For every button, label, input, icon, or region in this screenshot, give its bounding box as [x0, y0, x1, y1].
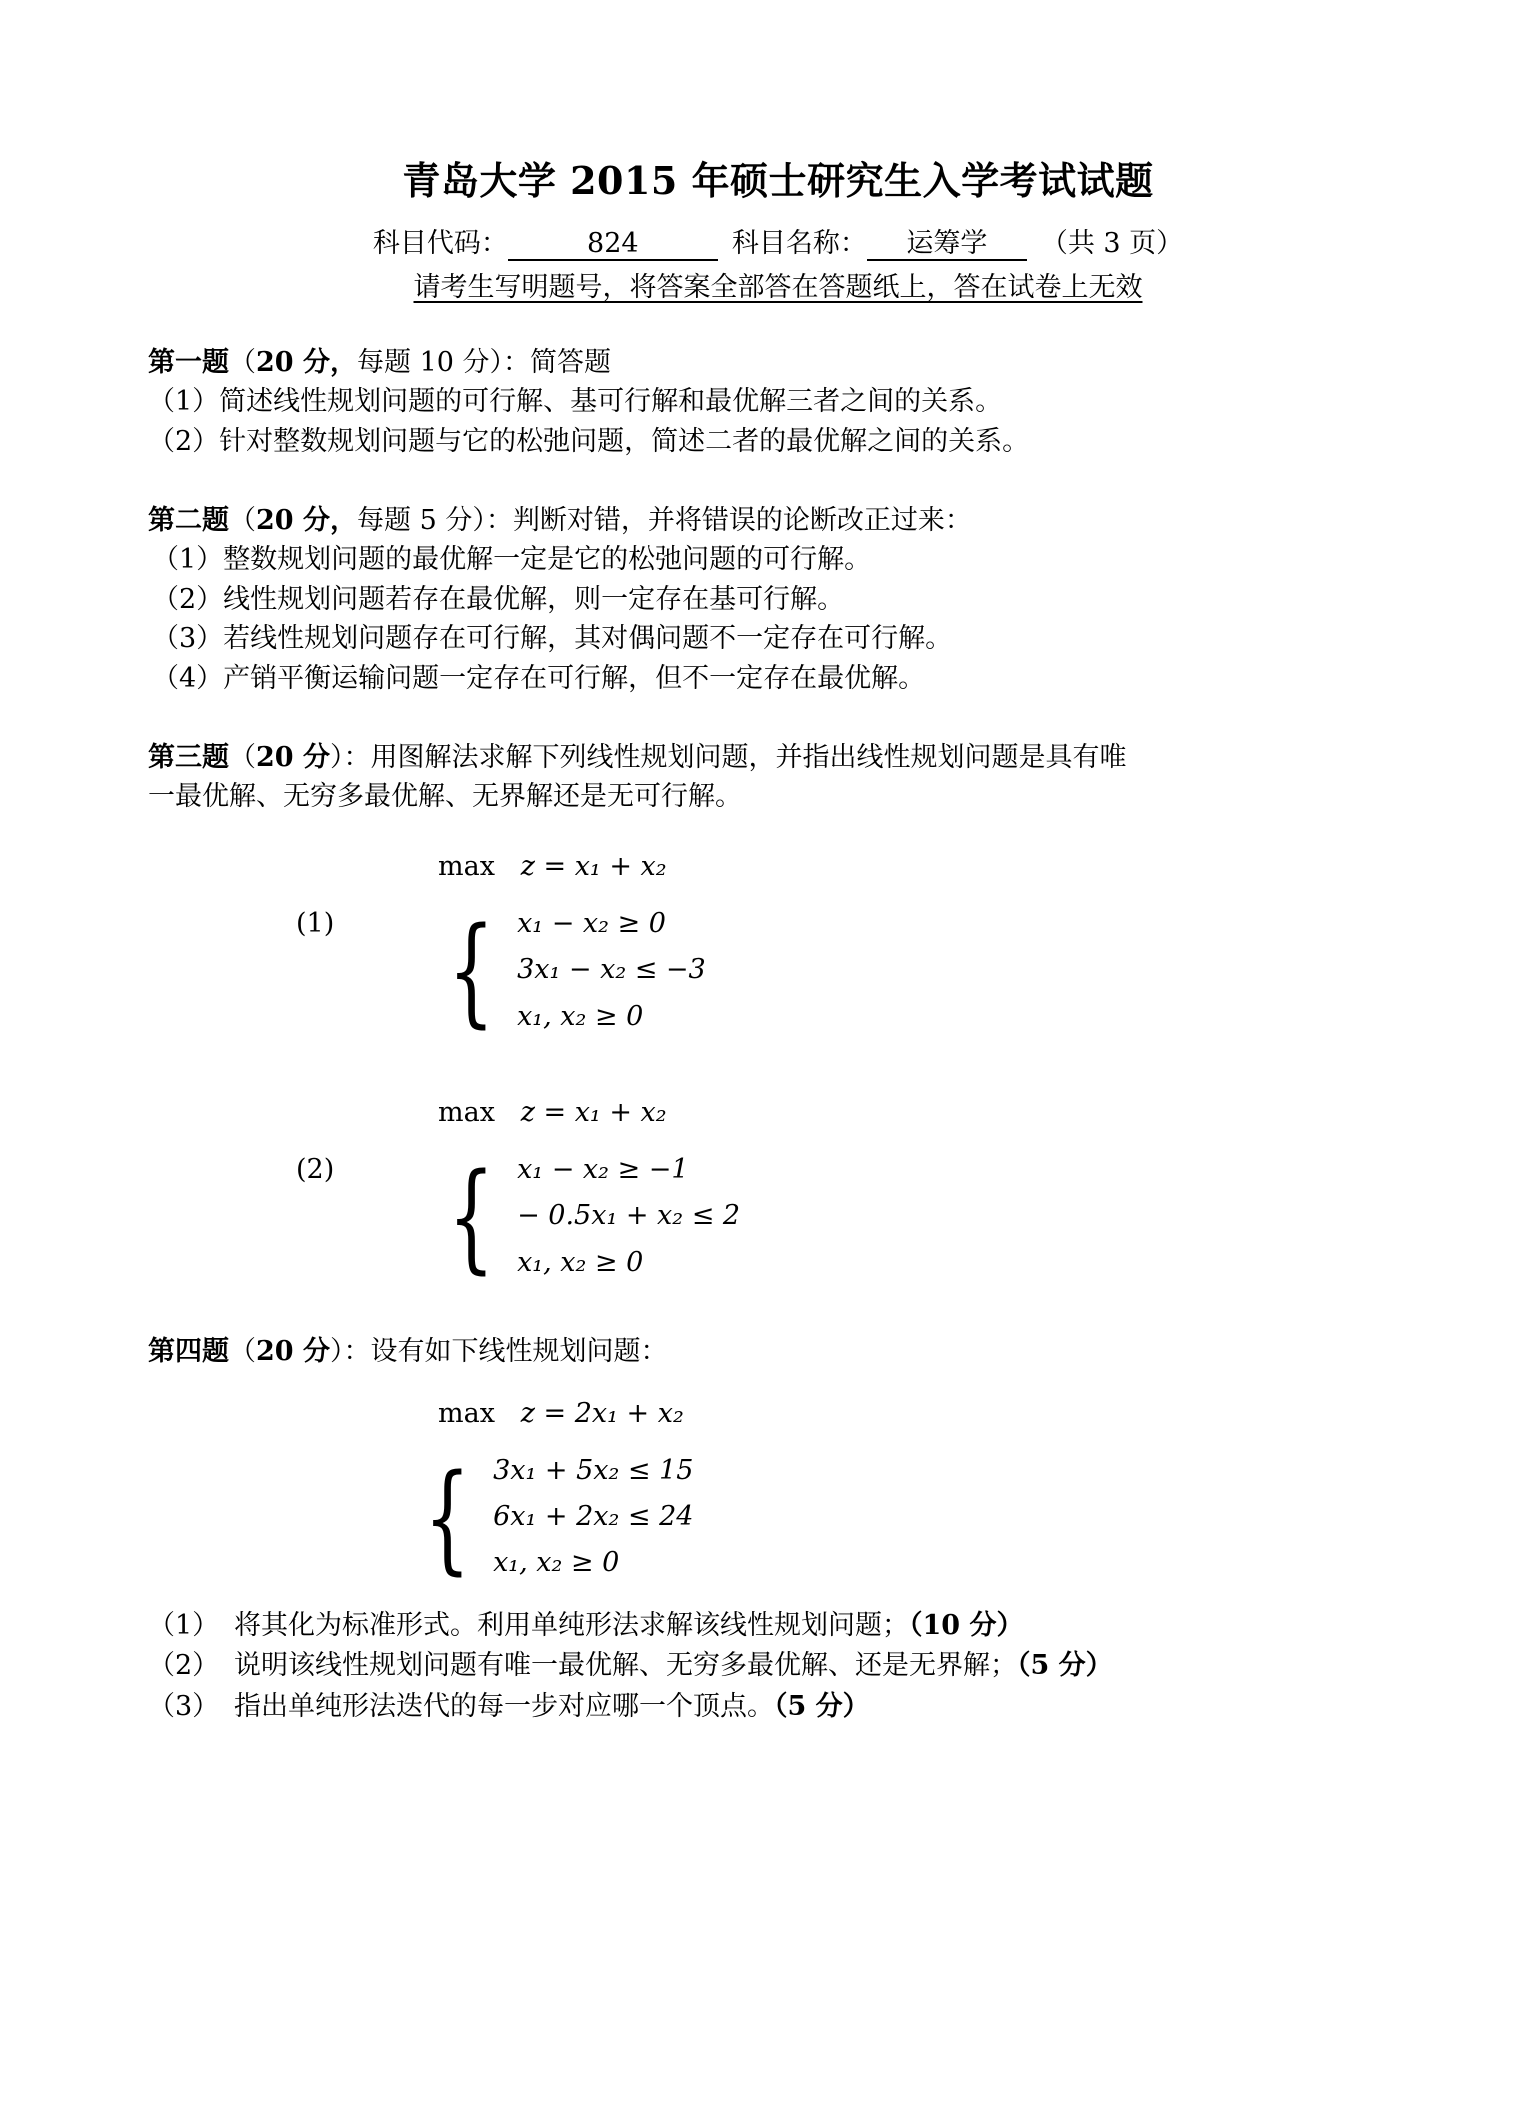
- left-brace-glyph: {: [448, 1147, 495, 1286]
- question-1-heading: [148, 344, 1408, 382]
- list-item: （1）简述线性规划问题的可行解、基可行解和最优解三者之间的关系。: [148, 386, 1003, 418]
- question-3-heading: [148, 739, 1408, 777]
- question-4-total-score: 20 分: [256, 1336, 330, 1368]
- objective-function: [148, 1398, 1408, 1429]
- constraint: x₁, x₂ ≥ 0: [493, 1547, 620, 1579]
- question-3-title: 第三题: [148, 741, 229, 773]
- question-2-items: [148, 540, 1408, 699]
- question-4-sub-questions: [148, 1606, 1408, 1728]
- left-brace-glyph: {: [448, 900, 495, 1039]
- sub-question-body: 说明该线性规划问题有唯一最优解、无穷多最优解、还是无界解；: [234, 1650, 1017, 1682]
- objective-expression: z = x₁ + x₂: [520, 850, 667, 882]
- list-item: （1）整数规划问题的最优解一定是它的松弛问题的可行解。: [152, 544, 872, 576]
- total-pages-note: （共 3 页）: [1040, 228, 1184, 259]
- sub-question-number: （3）: [148, 1690, 220, 1722]
- question-3-paren-open: （: [229, 741, 256, 773]
- question-1-paren-close: ）：: [489, 347, 531, 379]
- sub-question-text: [234, 1646, 1408, 1687]
- constraint-system: [148, 1147, 1408, 1286]
- question-1-type: 简答题: [530, 347, 612, 379]
- question-4-block: [148, 1333, 1408, 1727]
- objective-expression: z = 2x₁ + x₂: [520, 1397, 684, 1429]
- list-item: [148, 1687, 1408, 1728]
- problem-number: (2): [296, 1154, 335, 1186]
- left-brace-glyph: {: [424, 1447, 471, 1586]
- subject-code-value: 824: [508, 228, 718, 261]
- constraint: x₁, x₂ ≥ 0: [517, 1000, 644, 1032]
- question-4-model: [148, 1397, 1408, 1586]
- sub-question-text: [234, 1606, 1408, 1647]
- question-3-block: [148, 739, 1408, 1286]
- question-2-paren-open: （: [229, 504, 256, 536]
- question-1-paren-open: （: [229, 347, 256, 379]
- question-1-block: [148, 344, 1408, 462]
- question-2-type: 判断对错，并将错误的论断改正过来：: [512, 504, 972, 536]
- constraint: − 0.5x₁ + x₂ ≤ 2: [517, 1200, 741, 1232]
- constraint: x₁ − x₂ ≥ 0: [517, 907, 666, 939]
- sub-question-score: （5 分）: [774, 1690, 870, 1722]
- question-3-total-score: 20 分: [256, 741, 330, 773]
- question-2-heading: [148, 502, 1408, 540]
- question-1-total-score: 20 分，: [256, 347, 357, 379]
- problem-number: (1): [296, 907, 335, 939]
- constraint-system: [148, 900, 1408, 1039]
- constraint: 3x₁ + 5x₂ ≤ 15: [493, 1454, 694, 1486]
- sub-question-text: [234, 1687, 1408, 1728]
- sub-question-body: 将其化为标准形式。利用单纯形法求解该线性规划问题；: [234, 1609, 909, 1641]
- question-3-problem-2: [148, 1097, 1408, 1286]
- constraint: 6x₁ + 2x₂ ≤ 24: [493, 1500, 694, 1532]
- list-item: （4）产销平衡运输问题一定存在可行解，但不一定存在最优解。: [152, 663, 926, 695]
- question-4-title: 第四题: [148, 1336, 229, 1368]
- page-title: 青岛大学 2015 年硕士研究生入学考试试题: [402, 158, 1154, 203]
- max-operator: max: [438, 850, 495, 882]
- sub-question-number: （2）: [148, 1650, 220, 1682]
- question-2-each-score: 每题 5 分: [356, 504, 473, 536]
- question-2-total-score: 20 分，: [256, 504, 357, 536]
- list-item: （2）线性规划问题若存在最优解，则一定存在基可行解。: [152, 583, 845, 615]
- subject-name-value: 运筹学: [867, 228, 1027, 261]
- constraint-system: [148, 1447, 1408, 1586]
- question-4-instruction: 设有如下线性规划问题：: [370, 1336, 668, 1368]
- list-item: [148, 1646, 1408, 1687]
- subject-name-label: 科目名称：: [731, 228, 867, 259]
- question-4-paren-open: （: [229, 1336, 256, 1368]
- objective-function: [148, 1097, 1408, 1128]
- sub-question-body: 指出单纯形法迭代的每一步对应哪一个顶点。: [234, 1690, 774, 1722]
- sub-question-score: （5 分）: [1017, 1650, 1113, 1682]
- question-3-problem-1: [148, 850, 1408, 1039]
- exam-notice: 请考生写明题号，将答案全部答在答题纸上，答在试卷上无效: [413, 272, 1143, 304]
- question-2-paren-close: ）：: [472, 504, 513, 536]
- sub-question-number: （1）: [148, 1609, 220, 1641]
- list-item: [148, 1606, 1408, 1647]
- constraint: x₁ − x₂ ≥ −1: [517, 1154, 689, 1186]
- question-3-instruction-line2: 一最优解、无穷多最优解、无界解还是无可行解。: [148, 781, 742, 813]
- question-1-items: [148, 382, 1408, 461]
- objective-expression: z = x₁ + x₂: [520, 1097, 667, 1129]
- sub-question-score: （10 分）: [909, 1609, 1024, 1641]
- max-operator: max: [438, 1397, 495, 1429]
- question-4-heading: [148, 1333, 1408, 1371]
- question-2-block: [148, 502, 1408, 699]
- question-4-paren-close: ）：: [329, 1336, 371, 1368]
- list-item: （3）若线性规划问题存在可行解，其对偶问题不一定存在可行解。: [152, 623, 953, 655]
- question-1-title: 第一题: [148, 347, 229, 379]
- question-3-paren-close: ）：: [329, 741, 371, 773]
- page-header: [148, 150, 1408, 304]
- constraint: x₁, x₂ ≥ 0: [517, 1246, 644, 1278]
- subject-code-label: 科目代码：: [372, 228, 508, 259]
- objective-function: [148, 851, 1408, 882]
- max-operator: max: [438, 1097, 495, 1129]
- question-3-instruction: 用图解法求解下列线性规划问题，并指出线性规划问题是具有唯: [370, 741, 1127, 773]
- question-1-each-score: 每题 10 分: [356, 347, 490, 379]
- list-item: （2）针对整数规划问题与它的松弛问题，简述二者的最优解之间的关系。: [148, 426, 1030, 458]
- constraint: 3x₁ − x₂ ≤ −3: [517, 954, 706, 986]
- question-2-title: 第二题: [148, 504, 229, 536]
- subject-info-line: [148, 221, 1408, 261]
